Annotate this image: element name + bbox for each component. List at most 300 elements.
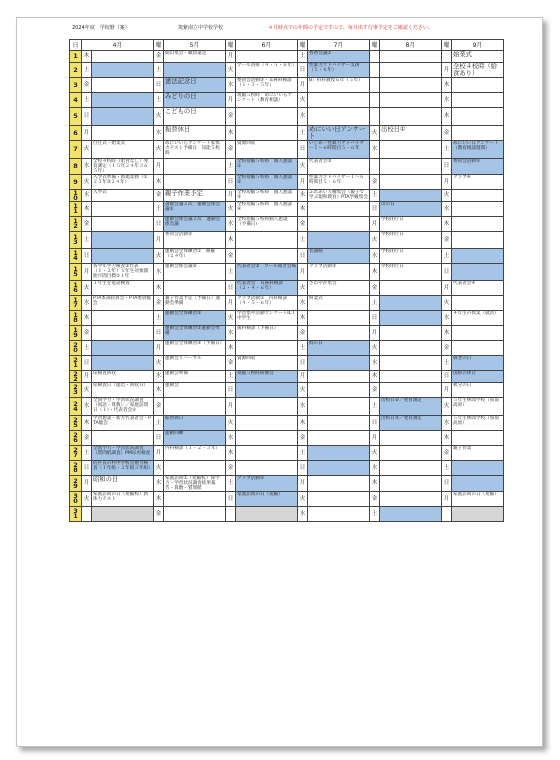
weekday-cell: 日 — [298, 141, 308, 159]
event-cell: 入学式 — [92, 190, 154, 202]
event-cell — [308, 461, 370, 476]
event-cell: 運動会全体練習① 修羅（２４年） — [164, 249, 226, 264]
event-cell — [380, 175, 442, 190]
event-cell: 敬老の日 — [452, 356, 504, 371]
event-cell: こどもの日 — [164, 108, 226, 126]
event-cell — [164, 175, 226, 190]
event-cell: 入学式準備・新規業務（①２３年③２４年） — [92, 175, 154, 190]
weekday-cell: 火 — [82, 281, 92, 296]
weekday-cell: 土 — [226, 159, 236, 175]
event-cell: 運動会 — [164, 383, 226, 398]
school-name: 筑紫南立中学校学校 — [178, 25, 224, 31]
weekday-cell: 火 — [298, 93, 308, 108]
event-cell — [380, 93, 442, 108]
weekday-cell: 日 — [298, 63, 308, 78]
event-cell — [164, 461, 226, 476]
table-row — [70, 217, 504, 232]
day-number: 6 — [70, 126, 82, 141]
table-row — [70, 341, 504, 356]
weekday-cell: 水 — [154, 126, 164, 141]
weekday-cell: 日 — [442, 159, 452, 175]
weekday-cell: 日 — [442, 264, 452, 281]
weekday-cell: 土 — [298, 51, 308, 63]
weekday-cell: 木 — [82, 311, 92, 326]
weekday-cell: 金 — [370, 175, 380, 190]
weekday-cell: 金 — [82, 217, 92, 232]
header-weekday: 曜 — [155, 41, 162, 49]
day-number: 27 — [70, 446, 82, 461]
day-number: 17 — [70, 296, 82, 311]
weekday-cell — [370, 108, 380, 126]
event-cell — [308, 398, 370, 416]
event-cell: B）科科教授６年（５年） — [308, 78, 370, 93]
event-cell: 香香会議① — [308, 51, 370, 63]
table-row — [70, 281, 504, 296]
day-number: 26 — [70, 431, 82, 446]
table-row — [70, 93, 504, 108]
header-weekday: 曜 — [299, 41, 306, 49]
table-header-row — [70, 40, 504, 51]
day-number: 23 — [70, 383, 82, 398]
weekday-cell: 月 — [154, 159, 164, 175]
weekday-cell: 日 — [298, 249, 308, 264]
event-cell — [380, 78, 442, 93]
event-cell — [308, 446, 370, 461]
weekday-cell: 火 — [226, 311, 236, 326]
event-cell: 各学年学力検査②代表（１・２年）１年生対象開始月間目標①１年 — [92, 264, 154, 281]
weekday-cell: 日 — [442, 476, 452, 492]
weekday-cell: 火 — [226, 63, 236, 78]
event-cell — [308, 476, 370, 492]
event-cell: 歯科検診（予備日） — [236, 326, 298, 341]
weekday-cell: 金 — [82, 431, 92, 446]
event-cell — [164, 492, 226, 507]
weekday-cell: 金 — [82, 78, 92, 93]
weekday-cell: 土 — [154, 202, 164, 217]
event-cell — [236, 446, 298, 461]
weekday-cell: 土 — [226, 264, 236, 281]
weekday-cell: 日 — [226, 383, 236, 398]
event-cell — [452, 93, 504, 108]
weekday-cell: 金 — [226, 461, 236, 476]
weekday-cell: 水 — [226, 431, 236, 446]
weekday-cell — [442, 507, 452, 522]
weekday-cell: 金 — [226, 249, 236, 264]
event-cell — [308, 232, 370, 249]
weekday-cell: 月 — [154, 446, 164, 461]
table-row — [70, 476, 504, 492]
event-cell — [92, 108, 154, 126]
event-cell — [236, 461, 298, 476]
weekday-cell: 土 — [370, 507, 380, 522]
weekday-cell: 金 — [226, 356, 236, 371]
weekday-cell: 火 — [154, 356, 164, 371]
weekday-cell: 水 — [82, 159, 92, 175]
weekday-cell: 日 — [298, 461, 308, 476]
weekday-cell: 土 — [154, 93, 164, 108]
day-number: 21 — [70, 356, 82, 371]
weekday-cell: 金 — [442, 341, 452, 356]
event-cell: 学習集中活動アンケートICT中学生 — [236, 311, 298, 326]
table-row — [70, 202, 504, 217]
day-number: 4 — [70, 93, 82, 108]
event-cell — [308, 108, 370, 126]
weekday-cell: 月 — [82, 476, 92, 492]
table-row — [70, 78, 504, 93]
weekday-cell: 火 — [154, 141, 164, 159]
table-row — [70, 492, 504, 507]
day-number: 31 — [70, 507, 82, 522]
weekday-cell: 月 — [298, 264, 308, 281]
day-number: 3 — [70, 78, 82, 93]
event-cell — [452, 264, 504, 281]
day-number: 22 — [70, 371, 82, 383]
weekday-cell: 土 — [298, 446, 308, 461]
weekday-cell: 水 — [442, 311, 452, 326]
weekday-cell: 日 — [154, 217, 164, 232]
weekday-cell: 日 — [442, 371, 452, 383]
weekday-cell: 金 — [154, 190, 164, 202]
weekday-cell: 火 — [442, 398, 452, 416]
event-cell: 尿検査日（提出・回収日） — [92, 383, 154, 398]
weekday-cell: 土 — [154, 311, 164, 326]
weekday-cell: 水 — [298, 108, 308, 126]
event-cell — [452, 217, 504, 232]
weekday-cell: 金 — [298, 326, 308, 341]
weekday-cell: 火 — [298, 383, 308, 398]
event-cell — [452, 326, 504, 341]
weekday-cell: 金 — [442, 232, 452, 249]
day-number: 2 — [70, 63, 82, 78]
event-cell — [308, 326, 370, 341]
event-cell: 学校閉庁日 — [380, 217, 442, 232]
header-june: 6月 — [236, 40, 298, 51]
weekday-cell: 水 — [370, 356, 380, 371]
event-cell: クラブ活動③ — [308, 264, 370, 281]
weekday-cell: 木 — [442, 217, 452, 232]
day-number: 15 — [70, 264, 82, 281]
weekday-cell: 木 — [82, 202, 92, 217]
day-number: 5 — [70, 108, 82, 126]
event-cell: 代表者会③ — [308, 159, 370, 175]
event-cell — [92, 232, 154, 249]
weekday-cell: 木 — [442, 78, 452, 93]
weekday-cell: 水 — [226, 217, 236, 232]
weekday-cell: 日 — [370, 416, 380, 431]
weekday-cell: 日 — [82, 461, 92, 476]
table-row — [70, 175, 504, 190]
weekday-cell: 土 — [442, 356, 452, 371]
day-number: 28 — [70, 461, 82, 476]
weekday-cell: 水 — [226, 326, 236, 341]
event-cell: 性暴力アドバイザー支援（５・６年） — [308, 63, 370, 78]
day-number: 18 — [70, 311, 82, 326]
event-cell: 昭和の日 — [92, 476, 154, 492]
weekday-cell: 土 — [226, 476, 236, 492]
event-cell — [92, 126, 154, 141]
header-weekday: 曜 — [227, 41, 234, 49]
weekday-cell: 金 — [154, 296, 164, 311]
event-cell: 学習懇談・新方代表者会・PTA総会 — [92, 416, 154, 431]
event-cell — [92, 326, 154, 341]
weekday-cell: 水 — [298, 507, 308, 522]
weekday-cell: 火 — [298, 281, 308, 296]
event-cell: 委員会活動② — [164, 232, 226, 249]
event-cell: 性暴力アドバイザー１～６時間目５・６年 — [308, 175, 370, 190]
event-cell: 親子作業予定（予備日）運動会準備 — [164, 296, 226, 311]
event-cell: 代表者会② プール開き会場 — [236, 264, 298, 281]
event-cell — [380, 476, 442, 492]
school-calendar-table — [69, 39, 504, 522]
event-cell — [380, 461, 442, 476]
weekday-cell: 火 — [442, 190, 452, 202]
event-cell: 家庭訪問の日（短縮） — [236, 492, 298, 507]
event-cell — [380, 507, 442, 522]
event-cell — [92, 217, 154, 232]
event-cell — [308, 217, 370, 232]
weekday-cell: 月 — [82, 371, 92, 383]
weekday-cell: 金 — [370, 281, 380, 296]
event-cell: 全校短縮５校時個人懇談（予備日） — [236, 217, 298, 232]
weekday-cell: 金 — [154, 51, 164, 63]
event-cell — [308, 202, 370, 217]
weekday-cell — [370, 93, 380, 108]
event-cell — [452, 126, 504, 141]
weekday-cell: 火 — [154, 461, 164, 476]
event-cell — [236, 126, 298, 141]
weekday-cell: 月 — [298, 78, 308, 93]
event-cell: 代表者会 耳鼻科検診（２・４・６年） — [236, 281, 298, 296]
event-cell — [452, 232, 504, 249]
weekday-cell: 月 — [226, 190, 236, 202]
event-cell: 全校４校時（給食あり） — [452, 63, 504, 78]
weekday-cell: 月 — [370, 217, 380, 232]
day-number: 11 — [70, 202, 82, 217]
event-cell: ４年生の授業（就活） — [452, 311, 504, 326]
weekday-cell: 火 — [82, 492, 92, 507]
event-cell — [236, 507, 298, 522]
event-cell: 始業式 — [452, 51, 504, 63]
weekday-cell: 土 — [82, 341, 92, 356]
event-cell: めにいいらアンケート家体カテスト予備日 知能５校時 — [164, 141, 226, 159]
weekday-cell: 土 — [370, 190, 380, 202]
event-cell: 出校日① — [380, 126, 442, 141]
weekday-cell: 金 — [82, 326, 92, 341]
weekday-cell: 月 — [298, 371, 308, 383]
weekday-cell: 日 — [370, 202, 380, 217]
event-cell: 海の日 — [308, 341, 370, 356]
event-cell — [380, 356, 442, 371]
header-weekday: 曜 — [443, 41, 450, 49]
header-april: 4月 — [82, 40, 154, 51]
event-cell — [308, 492, 370, 507]
weekday-cell: 金 — [226, 141, 236, 159]
weekday-cell: 金 — [154, 398, 164, 416]
event-cell: 委員会活動⑤ — [452, 159, 504, 175]
weekday-cell: 水 — [298, 190, 308, 202]
event-cell — [164, 63, 226, 78]
event-cell: めにいい日アンケート — [308, 126, 370, 141]
weekday-cell: 水 — [154, 371, 164, 383]
weekday-cell: 木 — [82, 416, 92, 431]
weekday-cell: 木 — [370, 264, 380, 281]
weekday-cell: 金 — [442, 446, 452, 461]
event-cell: 短縮５校時 めにいいらアンケート（教育相談） — [236, 93, 298, 108]
event-cell: めにいい日アンケート（教育相談週間） — [452, 141, 504, 159]
event-cell — [92, 78, 154, 93]
header-september: 9月 — [452, 40, 504, 51]
weekday-cell: 土 — [298, 232, 308, 249]
event-cell — [92, 431, 154, 446]
event-cell: 長通路 — [308, 249, 370, 264]
weekday-cell — [370, 78, 380, 93]
event-cell — [380, 281, 442, 296]
event-cell — [452, 296, 504, 311]
weekday-cell: 水 — [226, 78, 236, 93]
table-row — [70, 126, 504, 141]
event-cell: 学校閉庁日 — [380, 264, 442, 281]
weekday-cell: 月 — [226, 398, 236, 416]
weekday-cell: 土 — [154, 63, 164, 78]
weekday-cell: 火 — [370, 341, 380, 356]
weekday-cell: 木 — [154, 281, 164, 296]
weekday-cell: 金 — [442, 126, 452, 141]
event-cell: 課健会議２次 運動会係会議① — [164, 202, 226, 217]
event-cell — [236, 431, 298, 446]
event-cell — [236, 51, 298, 63]
event-cell: さわやか集会 — [308, 281, 370, 296]
weekday-cell: 土 — [298, 341, 308, 356]
weekday-cell: 火 — [82, 175, 92, 190]
day-number: 12 — [70, 217, 82, 232]
day-number: 24 — [70, 398, 82, 416]
event-cell — [380, 341, 442, 356]
weekday-cell: 土 — [370, 296, 380, 311]
event-cell: 山の日 — [380, 202, 442, 217]
weekday-cell: 土 — [154, 416, 164, 431]
event-cell — [380, 431, 442, 446]
event-cell — [236, 108, 298, 126]
event-cell: 全校短縮５校時 個人懇談③ — [236, 190, 298, 202]
weekday-cell: 土 — [226, 371, 236, 383]
weekday-cell — [370, 63, 380, 78]
event-cell: 委員会活動③・耳鼻科検診（１・３・５年） — [236, 78, 298, 93]
weekday-cell: 火 — [370, 232, 380, 249]
event-cell: 運動会全体練習②運動会準備 — [164, 326, 226, 341]
event-cell: クラブ活動② — [236, 476, 298, 492]
weekday-cell: 木 — [370, 371, 380, 383]
event-cell — [308, 93, 370, 108]
event-cell: ５年生林間学校（県南高原） — [452, 416, 504, 431]
weekday-cell: 土 — [442, 249, 452, 264]
table-row — [70, 326, 504, 341]
event-cell: 出校日③／発育測定 — [380, 416, 442, 431]
weekday-cell: 月 — [298, 175, 308, 190]
event-cell: みどりの日 — [164, 93, 226, 108]
table-row — [70, 249, 504, 264]
weekday-cell: 日 — [82, 108, 92, 126]
event-cell: 運動会係会議② — [164, 264, 226, 281]
event-cell — [92, 356, 154, 371]
table-row — [70, 51, 504, 63]
weekday-cell: 水 — [442, 93, 452, 108]
weekday-cell: 土 — [442, 141, 452, 159]
event-cell: 家庭訪問の日（短縮校）新体力テスト — [92, 492, 154, 507]
table-row — [70, 383, 504, 398]
weekday-cell: 水 — [154, 476, 164, 492]
weekday-cell: 木 — [226, 446, 236, 461]
header-weekday: 曜 — [371, 41, 378, 49]
weekday-cell: 水 — [370, 461, 380, 476]
table-row — [70, 371, 504, 383]
event-cell — [380, 311, 442, 326]
event-cell: 憲法記念日 — [164, 78, 226, 93]
event-cell — [92, 202, 154, 217]
weekday-cell: 木 — [226, 341, 236, 356]
day-number: 20 — [70, 341, 82, 356]
event-cell: クラブ活動① 内科検診（４・５・６年） — [236, 296, 298, 311]
event-cell: 全校短縮５校時 個人懇談① — [236, 159, 298, 175]
day-number: 14 — [70, 249, 82, 264]
header-july: 7月 — [308, 40, 370, 51]
day-number: 16 — [70, 281, 82, 296]
event-cell — [92, 51, 154, 63]
day-number: 29 — [70, 476, 82, 492]
notice-text: ４月時点での年間の予定ですので、毎月出す行事予定をご確認ください。 — [268, 25, 433, 31]
weekday-cell: 日 — [154, 326, 164, 341]
weekday-cell: 土 — [82, 63, 92, 78]
event-cell — [380, 51, 442, 63]
event-cell: 終業式 — [308, 296, 370, 311]
weekday-cell: 日 — [154, 431, 164, 446]
weekday-cell: 日 — [226, 175, 236, 190]
weekday-cell: 木 — [154, 175, 164, 190]
table-row — [70, 446, 504, 461]
weekday-cell: 木 — [442, 431, 452, 446]
weekday-cell: 月 — [226, 296, 236, 311]
event-cell: 運動会準備 — [164, 371, 226, 383]
event-cell: 運動会係会議２次 運動会係会議 — [164, 217, 226, 232]
event-cell: 運動回練 — [164, 431, 226, 446]
weekday-cell: 木 — [442, 326, 452, 341]
weekday-cell: 火 — [154, 108, 164, 126]
event-cell — [452, 202, 504, 217]
table-row — [70, 159, 504, 175]
event-cell — [92, 311, 154, 326]
event-cell: 全校短縮５校時 個人懇談② — [236, 175, 298, 190]
weekday-cell — [370, 159, 380, 175]
event-cell — [380, 190, 442, 202]
event-cell — [308, 416, 370, 431]
weekday-cell: 金 — [298, 431, 308, 446]
weekday-cell: 金 — [370, 492, 380, 507]
weekday-cell: 火 — [82, 383, 92, 398]
weekday-cell: 月 — [226, 93, 236, 108]
weekday-cell: 水 — [442, 416, 452, 431]
event-cell — [452, 78, 504, 93]
event-cell — [308, 356, 370, 371]
weekday-cell: 水 — [82, 398, 92, 416]
weekday-cell — [442, 51, 452, 63]
table-row — [70, 108, 504, 126]
event-cell: 資源回収 — [236, 356, 298, 371]
weekday-cell: 月 — [226, 51, 236, 63]
weekday-cell: 水 — [298, 398, 308, 416]
weekday-cell: 木 — [154, 492, 164, 507]
event-cell: 的区長の村中学校会視力検査（１年組・２年組３年組） — [92, 461, 154, 476]
event-cell: 親子作業予定 — [164, 190, 226, 202]
table-row — [70, 190, 504, 202]
